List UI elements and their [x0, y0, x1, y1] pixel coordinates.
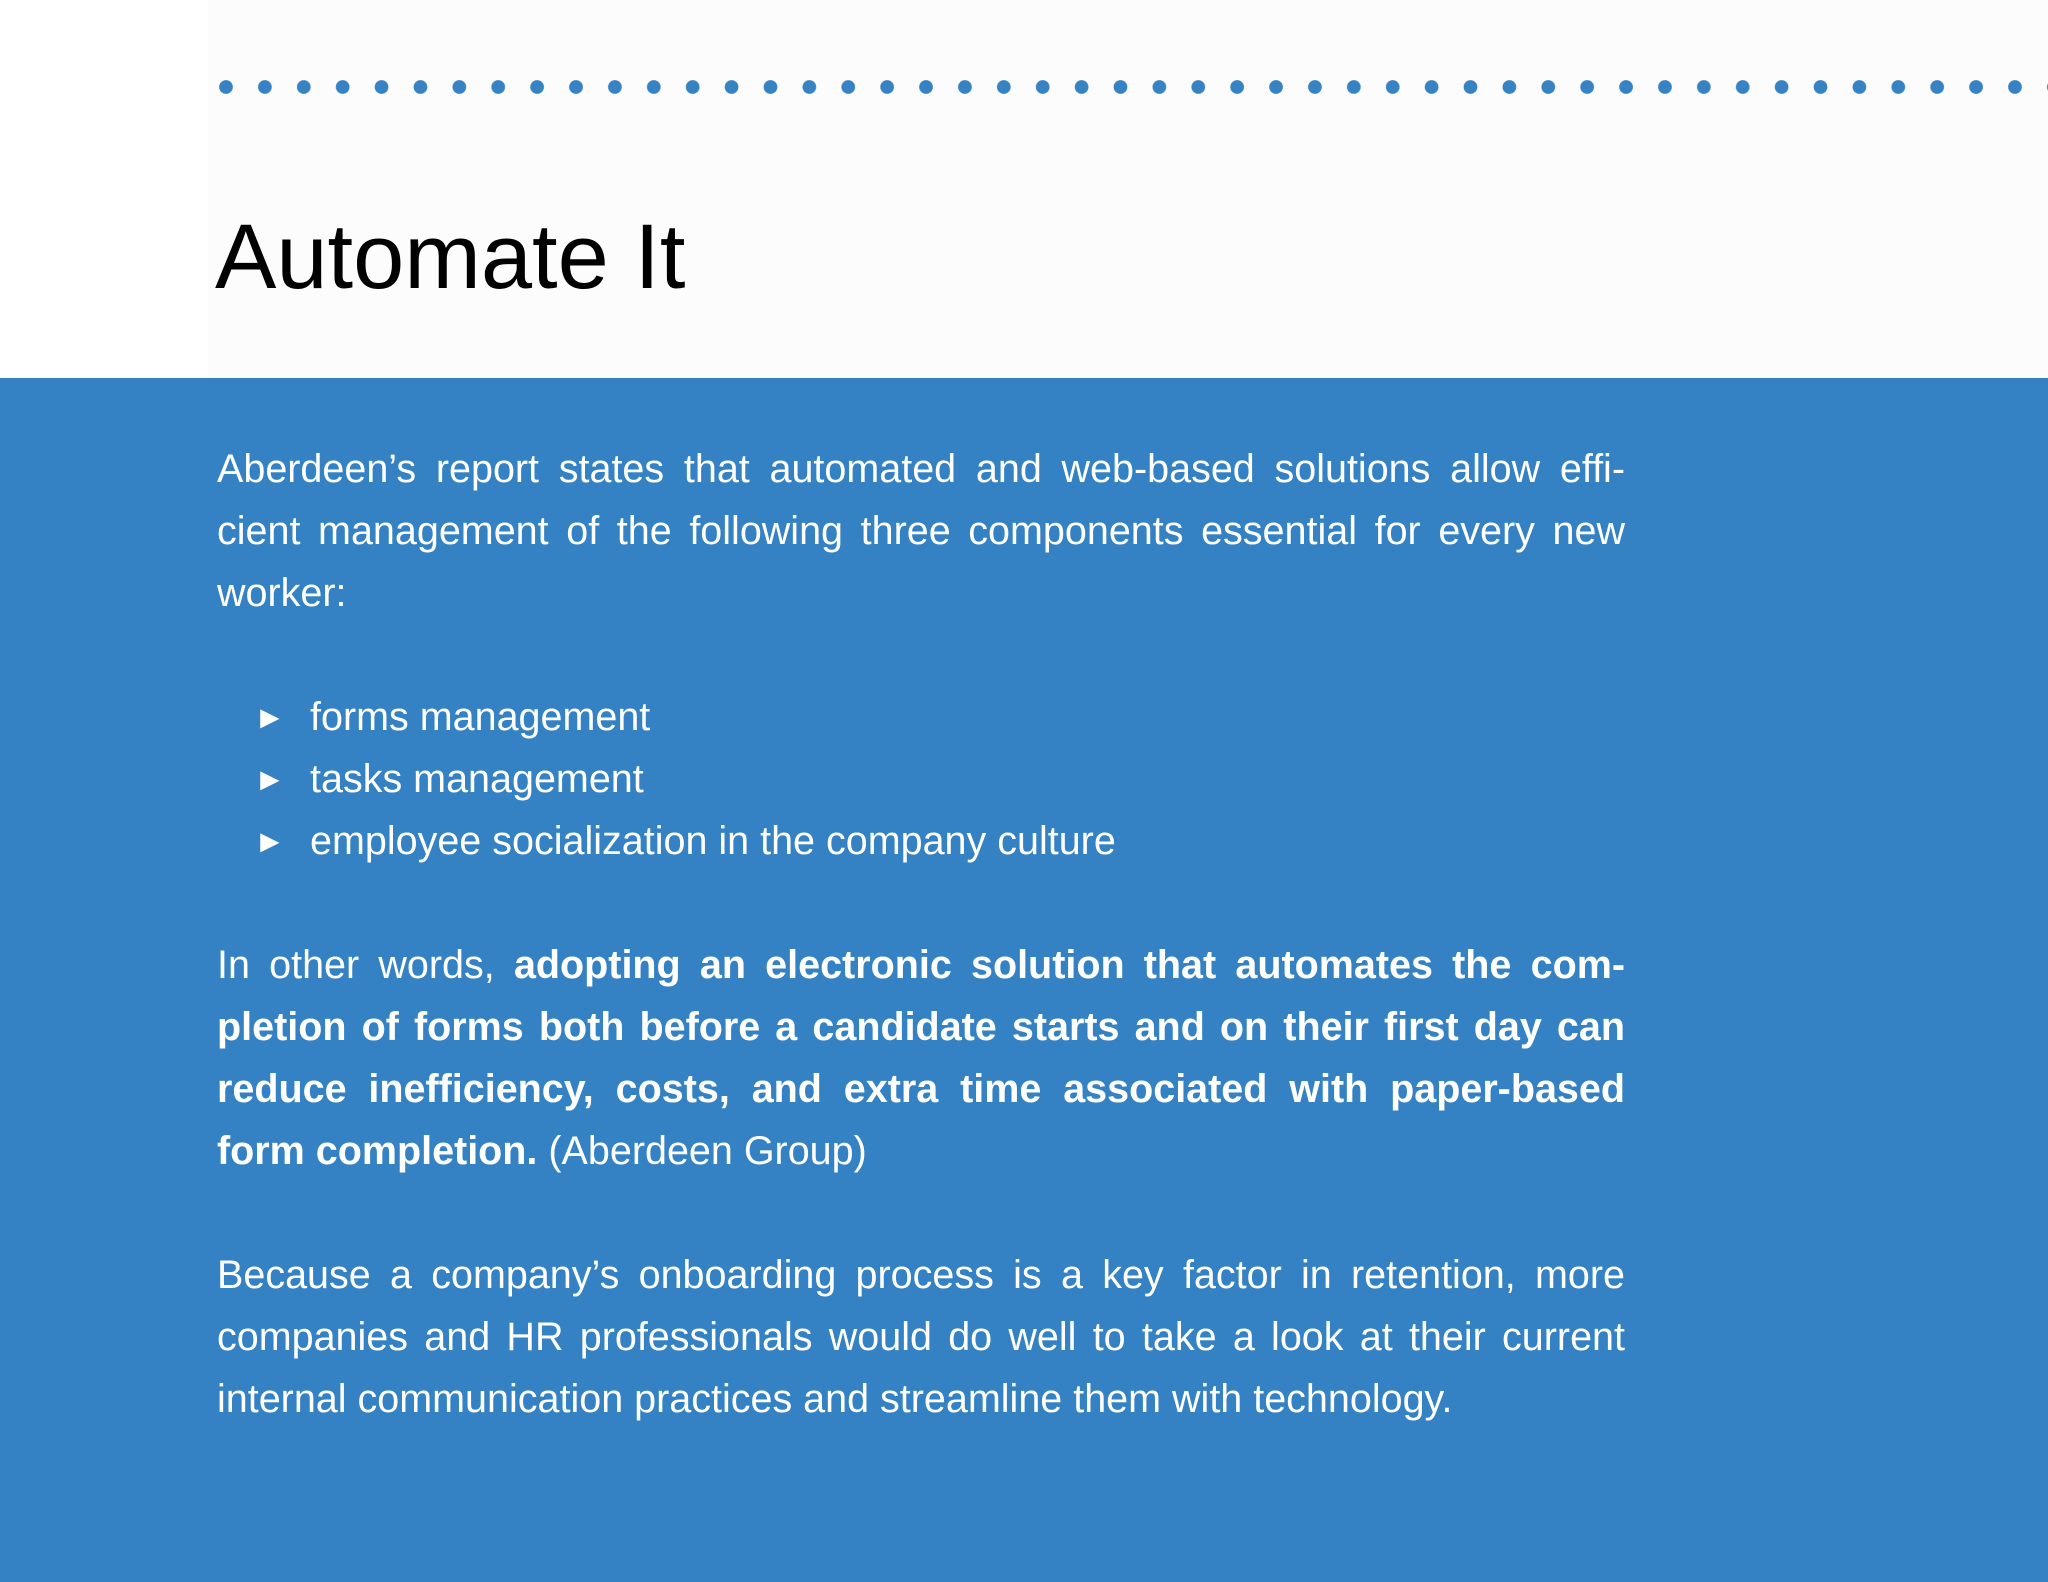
- dotted-divider: [218, 79, 2048, 95]
- body-content: [217, 438, 1625, 1430]
- quote-lead: In other words,: [217, 943, 514, 987]
- list-item: [217, 686, 1625, 748]
- intro-paragraph: Aberdeen’s report states that automated and web-based solutions allow effi-cient management of the following three components essential for every new worker:: [217, 447, 1625, 615]
- list-item: [217, 810, 1625, 872]
- top-area: [0, 0, 2048, 378]
- quote-emphasis: adopting an electronic solution that automates the com-pletion of forms both before a candidate starts and on their first day can reduce inefficiency, costs, and extra time associated with paper-based form completion.: [217, 943, 1625, 1173]
- quote-paragraph: [217, 934, 1625, 1182]
- play-triangle-icon: ►: [254, 761, 286, 797]
- play-triangle-icon: ►: [254, 699, 286, 735]
- list-item-label: employee socialization in the company culture: [310, 819, 1116, 863]
- list-item-label: tasks management: [310, 757, 644, 801]
- page-title: Automate It: [215, 206, 686, 308]
- closing-paragraph: Because a company’s onboarding process is a key factor in retention, more companies and HR professionals would do well to take a look at their current internal communication practices and streamline them with technology.: [217, 1253, 1625, 1421]
- play-triangle-icon: ►: [254, 823, 286, 859]
- list-item-label: forms management: [310, 695, 651, 739]
- list-item: [217, 748, 1625, 810]
- header-panel: [208, 0, 2048, 378]
- quote-source: (Aberdeen Group): [537, 1129, 867, 1173]
- components-list: [217, 686, 1625, 872]
